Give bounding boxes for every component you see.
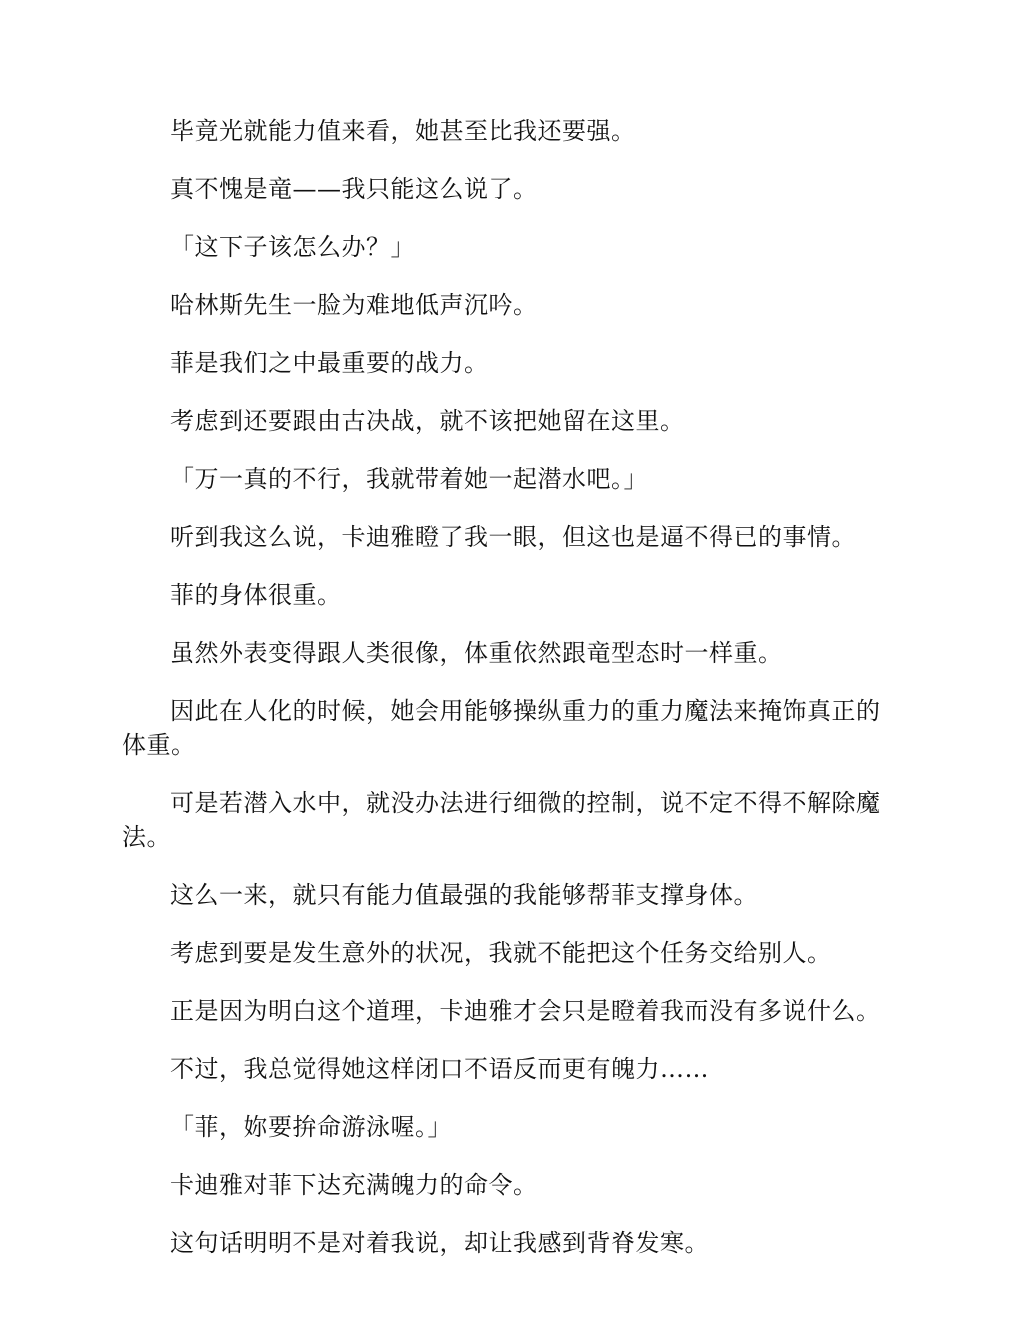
paragraph: 「这下子该怎么办？」 xyxy=(170,233,415,261)
paragraph: 菲的身体很重。 xyxy=(170,581,342,609)
paragraph: 「菲，妳要拚命游泳喔。」 xyxy=(170,1113,452,1141)
body-text xyxy=(122,114,898,1284)
paragraph: 不过，我总觉得她这样闭口不语反而更有魄力…… xyxy=(170,1055,709,1083)
paragraph: 哈林斯先生一脸为难地低声沉吟。 xyxy=(170,291,538,319)
paragraph: 这么一来，就只有能力值最强的我能够帮菲支撑身体。 xyxy=(170,881,758,909)
paragraph: 卡迪雅对菲下达充满魄力的命令。 xyxy=(170,1171,538,1199)
paragraph: 听到我这么说，卡迪雅瞪了我一眼，但这也是逼不得已的事情。 xyxy=(170,523,856,551)
paragraph: 真不愧是竜——我只能这么说了。 xyxy=(170,175,538,203)
paragraph: 考虑到要是发生意外的状况，我就不能把这个任务交给别人。 xyxy=(170,939,832,967)
paragraph: 毕竟光就能力值来看，她甚至比我还要强。 xyxy=(170,117,636,145)
paragraph: 可是若潜入水中，就没办法进行细微的控制，说不定不得不解除魔法。 xyxy=(122,789,881,851)
paragraph: 菲是我们之中最重要的战力。 xyxy=(170,349,489,377)
paragraph: 因此在人化的时候，她会用能够操纵重力的重力魔法来掩饰真正的体重。 xyxy=(122,697,881,759)
paragraph: 虽然外表变得跟人类很像，体重依然跟竜型态时一样重。 xyxy=(170,639,783,667)
paragraph: 考虑到还要跟由古决战，就不该把她留在这里。 xyxy=(170,407,685,435)
paragraph: 「万一真的不行，我就带着她一起潜水吧。」 xyxy=(170,465,648,493)
paragraph: 正是因为明白这个道理，卡迪雅才会只是瞪着我而没有多说什么。 xyxy=(170,997,881,1025)
paragraph: 这句话明明不是对着我说，却让我感到背脊发寒。 xyxy=(170,1229,709,1257)
